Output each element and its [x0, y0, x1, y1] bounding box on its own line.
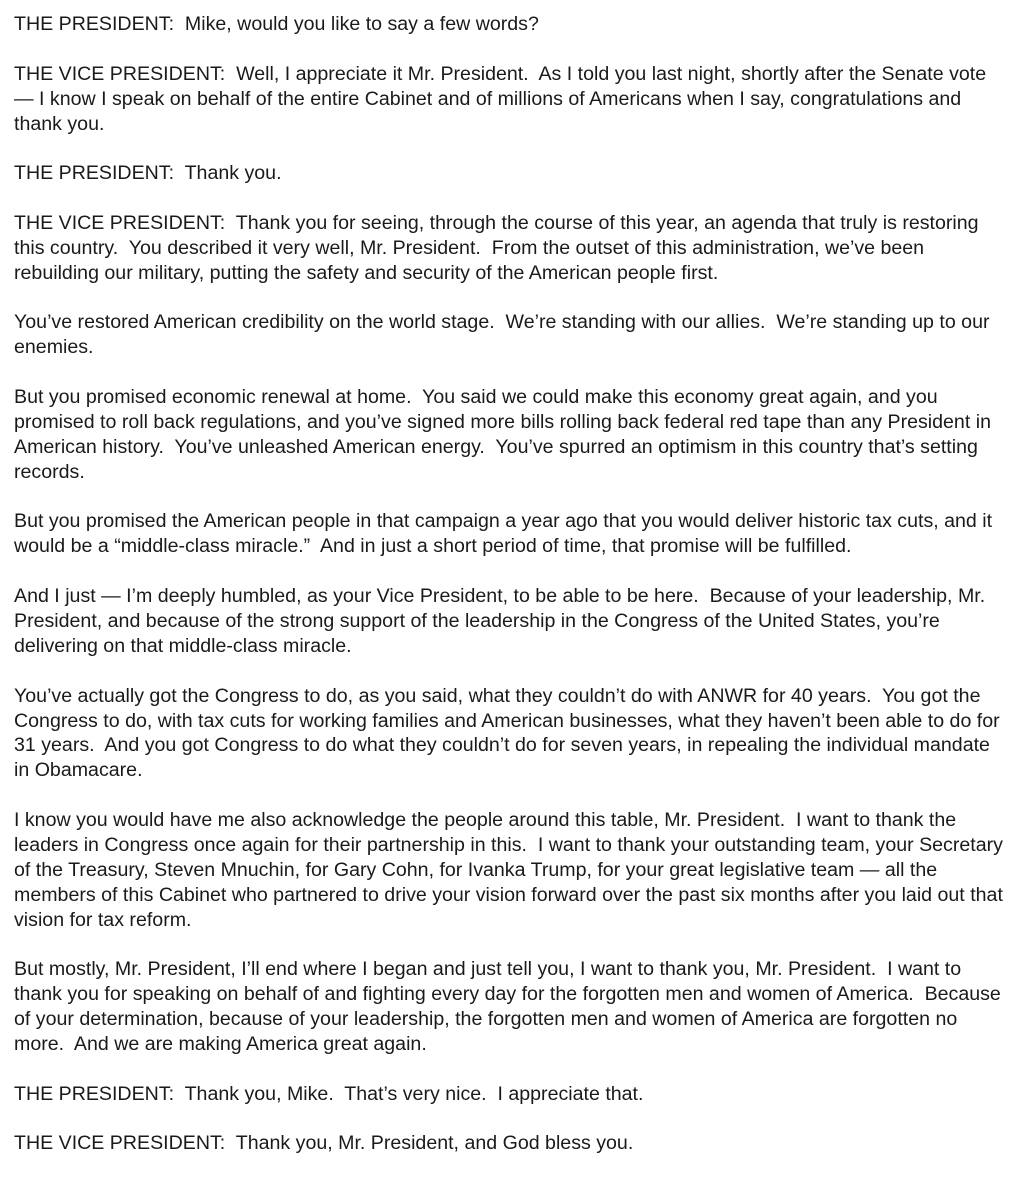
paragraph-7: But you promised the American people in that campaign a year ago that you would deliver historic tax cuts, and it would be a “middle-class miracle.” And in just a short period of time, that promise will be fulfilled. — [14, 510, 998, 558]
paragraph-8: And I just — I’m deeply humbled, as your Vice President, to be able to be here. Because of your leadership, Mr. President, and because of the strong support of the leadership in the Congress of the United States, you’re delivering on that middle-class miracle. — [14, 585, 991, 657]
paragraph-1: THE PRESIDENT: Mike, would you like to say a few words? — [14, 13, 539, 35]
paragraph-9: You’ve actually got the Congress to do, as you said, what they couldn’t do with ANWR for 40 years. You got the Congress to do, with tax cuts for working families and American businesses, what they haven’t been able to do for 31 years. And you got Congress to do what they couldn’t do for seven years, in repealing the individual mandate in Obamacare. — [14, 684, 1006, 782]
paragraph-5: You’ve restored American credibility on the world stage. We’re standing with our allies. We’re standing up to our enemies. — [14, 311, 995, 359]
paragraph-11: But mostly, Mr. President, I’ll end where I began and just tell you, I want to thank you, Mr. President. I want to thank you for speaking on behalf of and fighting every day for the forgotten men and women of America. Because of your determination, because of your leadership, the forgotten men and women of America are forgotten no more. And we are making America great again. — [14, 958, 1007, 1056]
paragraph-4: THE VICE PRESIDENT: Thank you for seeing, through the course of this year, an agenda that truly is restoring this country. You described it very well, Mr. President. From the outset of this administration, we’ve been rebuilding our military, putting the safety and security of the American people first. — [14, 211, 985, 284]
paragraph-2: THE VICE PRESIDENT: Well, I appreciate it Mr. President. As I told you last night, shortly after the Senate vote — I know I speak on behalf of the entire Cabinet and of millions of Americans when I say, congratulations and thank you. — [14, 62, 992, 135]
paragraph-10: I know you would have me also acknowledge the people around this table, Mr. President. I want to thank the leaders in Congress once again for their partnership in this. I want to thank your outstanding team, your Secretary of the Treasury, Steven Mnuchin, for Gary Cohn, for Ivanka Trump, for your great legislative team — all the members of this Cabinet who partnered to drive your vision forward over the past six months after you laid out that vision for tax reform. — [14, 809, 1009, 931]
paragraph-3: THE PRESIDENT: Thank you. — [14, 162, 282, 185]
paragraph-6: But you promised economic renewal at home. You said we could make this economy great again, and you promised to roll back regulations, and you’ve signed more bills rolling back federal red tape than any President in American history. You’ve unleashed American energy. You’ve spurred an optimism in this country that’s setting records. — [14, 386, 996, 483]
paragraph-12: THE PRESIDENT: Thank you, Mike. That’s very nice. I appreciate that. — [14, 1082, 644, 1105]
paragraph-13: THE VICE PRESIDENT: Thank you, Mr. President, and God bless you. — [14, 1132, 634, 1155]
